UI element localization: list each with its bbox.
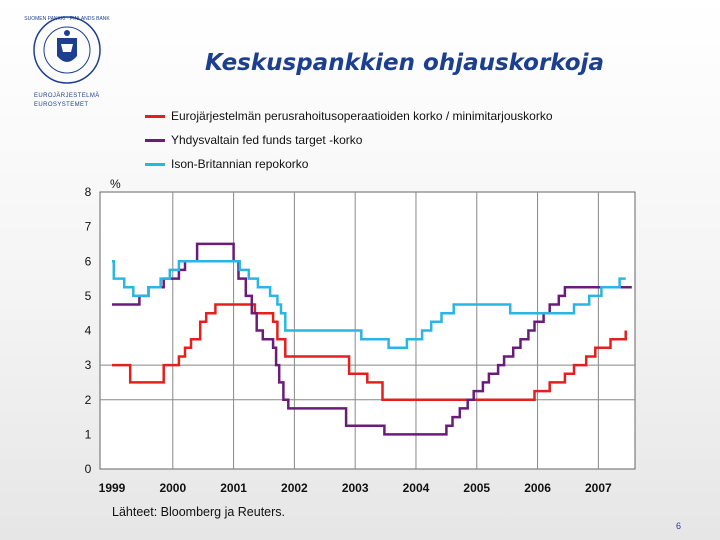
slide-title: Keskuspankkien ohjauskorkoja: [205, 50, 604, 76]
legend-label-boe: Ison-Britannian repokorko: [171, 157, 309, 171]
logo-caption-line-1: EUROJÄRJESTELMÄ: [34, 93, 100, 99]
y-tick-labels: [85, 185, 92, 476]
y-tick-label: 2: [84, 392, 92, 407]
x-tick-label: 2000: [159, 481, 187, 495]
plot-area: [100, 192, 635, 469]
x-tick-label: 2006: [524, 481, 551, 495]
y-tick-label: 8: [84, 185, 92, 199]
logo-caption-line-2: EUROSYSTEMET: [34, 102, 89, 108]
x-tick-label: 2002: [281, 481, 308, 495]
x-tick-label: 2003: [341, 481, 369, 495]
y-tick-label: 0: [84, 462, 92, 476]
x-tick-label: 2005: [463, 481, 491, 495]
y-tick-label: 1: [84, 427, 92, 442]
x-tick-label: 2007: [585, 481, 612, 495]
x-tick-label: 1999: [98, 481, 126, 495]
y-tick-label: 5: [84, 288, 92, 303]
page-number: 6: [676, 521, 682, 531]
y-tick-label: 6: [84, 254, 92, 269]
legend-label-fed: Yhdysvaltain fed funds target -korko: [171, 133, 363, 147]
logo-ring-text: SUOMEN PANKKI · FINLANDS BANK: [24, 16, 110, 22]
y-tick-label: 4: [84, 323, 92, 338]
y-tick-label: 3: [84, 358, 92, 373]
x-tick-label: 2001: [220, 481, 247, 495]
legend-label-ecb: Eurojärjestelmän perusrahoitusoperaatioiden korko / minimitarjouskorko: [171, 109, 553, 123]
y-axis-unit: %: [110, 177, 121, 191]
y-tick-label: 7: [84, 219, 92, 234]
x-tick-labels: [99, 481, 612, 495]
chart-source: Lähteet: Bloomberg ja Reuters.: [112, 505, 286, 519]
x-tick-label: 2004: [402, 481, 430, 495]
